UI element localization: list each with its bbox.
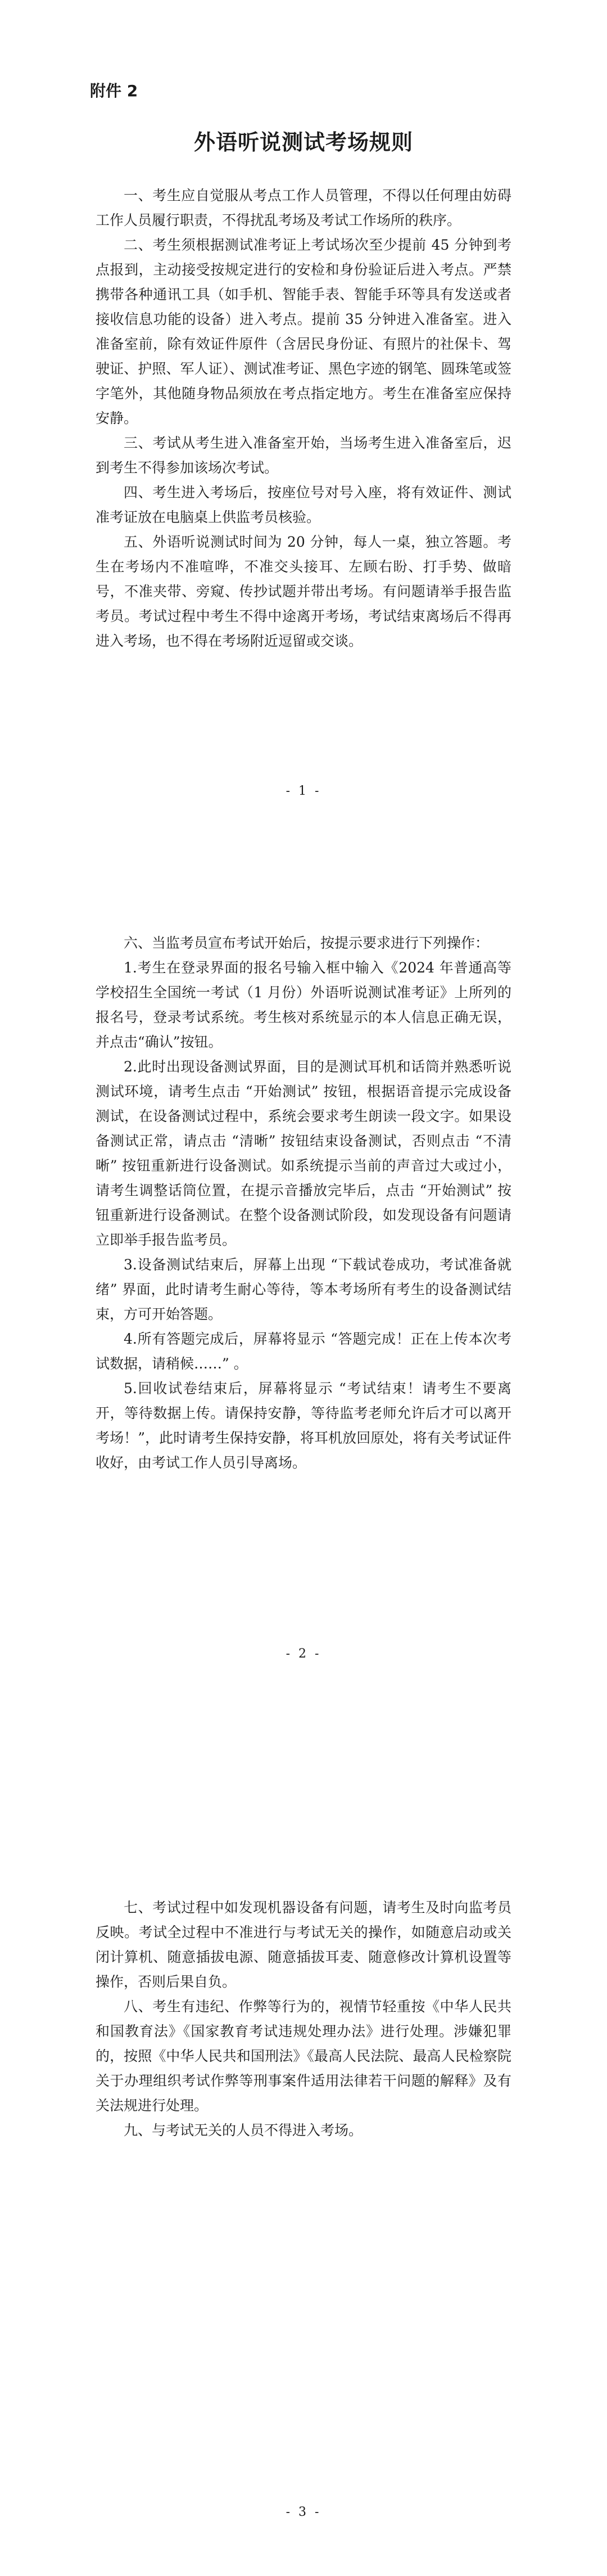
rule-paragraph: 二、考生须根据测试准考证上考试场次至少提前 45 分钟到考点报到，主动接受按规定进行的安检和身份验证后进入考点。严禁携带各种通讯工具（如手机、智能手表、智能手环等具有发送或者接收信息功能的设备）进入考点。提前 35 分钟进入准备室。进入准备室前，除有效证件原件（含居民身份证、有照片的社保卡、驾驶证、护照、军人证）、测试准考证、黑色字迹的钢笔、圆珠笔或签字笔外，其他随身物品须放在考点指定地方。考生在准备室应保持安静。 xyxy=(96,237,511,426)
document-page-3 xyxy=(0,1721,607,2576)
document-title: 外语听说测试考场规则 xyxy=(193,130,413,155)
rule-paragraph: 七、考试过程中如发现机器设备有问题，请考生及时向监考员反映。考试全过程中不准进行与考试无关的操作，如随意启动或关闭计算机、随意插拔电源、随意插拔耳麦、随意修改计算机设置等操作，否则后果自负。 xyxy=(96,1899,511,1990)
rule-paragraph: 五、外语听说测试时间为 20 分钟，每人一桌，独立答题。考生在考场内不准喧哗，不准交头接耳、左顾右盼、打手势、做暗号，不准夹带、旁窥、传抄试题并带出考场。有问题请举手报告监考员。考试过程中考生不得中途离开考场，考试结束离场后不得再进入考场，也不得在考场附近逗留或交谈。 xyxy=(96,534,511,649)
page-number: - 1 - xyxy=(286,784,321,798)
rule-paragraph: 六、当监考员宣布考试开始后，按提示要求进行下列操作： xyxy=(124,935,490,951)
rule-paragraph: 九、与考试无关的人员不得进入考场。 xyxy=(124,2122,363,2138)
rule-paragraph: 三、考试从考生进入准备室开始，当场考生进入准备室后，迟到考生不得参加该场次考试。 xyxy=(96,435,511,476)
attachment-label: 附件 2 xyxy=(90,82,138,100)
rule-paragraph: 5.回收试卷结束后，屏幕将显示 “考试结束！请考生不要离开，等待数据上传。请保持安静，等待监考老师允许后才可以离开考场！”，此时请考生保持安静，将耳机放回原处，将有关考试证件收好，由考试工作人员引导离场。 xyxy=(96,1380,511,1471)
rule-paragraph: 一、考生应自觉服从考点工作人员管理，不得以任何理由妨碍工作人员履行职责，不得扰乱考场及考试工作场所的秩序。 xyxy=(96,187,511,228)
rule-paragraph: 4.所有答题完成后，屏幕将显示 “答题完成！正在上传本次考试数据，请稍候……” 。 xyxy=(96,1331,511,1372)
rule-paragraph: 1.考生在登录界面的报名号输入框中输入《2024 年普通高等学校招生全国统一考试（1 月份）外语听说测试准考证》上所列的报名号，登录考试系统。考生核对系统显示的本人信息正确无误，并点击“确认”按钮。 xyxy=(96,960,511,1050)
page-number: - 2 - xyxy=(286,1647,321,1661)
page-1-body xyxy=(96,183,511,654)
rule-paragraph: 2.此时出现设备测试界面，目的是测试耳机和话筒并熟悉听说测试环境，请考生点击 “开始测试” 按钮，根据语音提示完成设备测试，在设备测试过程中，系统会要求考生朗读一段文字。如果设备测试正常，请点击 “清晰” 按钮结束设备测试，否则点击 “不清晰” 按钮重新进行设备测试。如系统提示当前的声音过大或过小，请考生调整话筒位置，在提示音播放完毕后，点击 “开始测试” 按钮重新进行设备测试。在整个设备测试阶段，如发现设备有问题请立即举手报告监考员。 xyxy=(96,1059,511,1248)
page-2-body xyxy=(96,931,511,1475)
rule-paragraph: 八、考生有违纪、作弊等行为的，视情节轻重按《中华人民共和国教育法》《国家教育考试违规处理办法》进行处理。涉嫌犯罪的，按照《中华人民共和国刑法》《最高人民法院、最高人民检察院关于办理组织考试作弊等刑事案件适用法律若干问题的解释》及有关法规进行处理。 xyxy=(96,1998,511,2114)
rule-paragraph: 3.设备测试结束后，屏幕上出现 “下载试卷成功，考试准备就绪” 界面，此时请考生耐心等待，等本考场所有考生的设备测试结束，方可开始答题。 xyxy=(96,1257,511,1322)
rule-paragraph: 四、考生进入考场后，按座位号对号入座，将有效证件、测试准考证放在电脑桌上供监考员核验。 xyxy=(96,484,511,525)
page-3-body xyxy=(96,1895,511,2143)
page-number: - 3 - xyxy=(286,2505,321,2519)
